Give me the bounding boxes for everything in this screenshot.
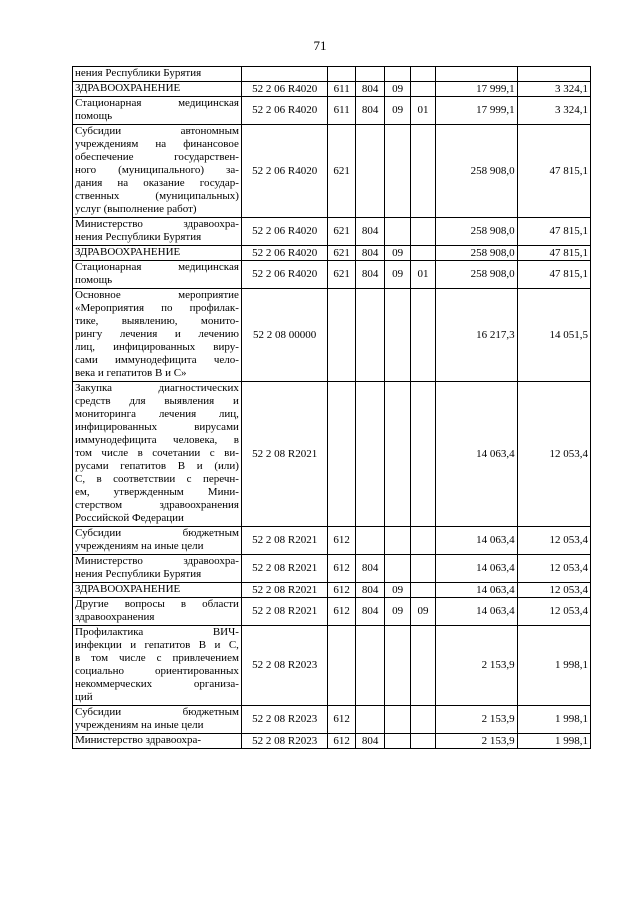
table-row [73,218,591,246]
item-name-cell [73,583,242,598]
table-row [73,261,591,289]
subsection-cell [410,289,435,382]
amount-total-cell: 16 217,3 [436,289,517,382]
expense-type-cell [328,382,355,527]
target-article-cell: 52 2 06 R4020 [241,261,328,289]
item-name-line: мониторинга лечения лиц, [75,408,239,420]
amount-federal-cell: 1 998,1 [517,626,590,706]
amount-total-cell: 17 999,1 [436,82,517,97]
target-article-cell: 52 2 06 R4020 [241,218,328,246]
amount-total-cell: 258 908,0 [436,261,517,289]
expense-type-cell: 612 [328,527,355,555]
ministry-code-cell: 804 [355,97,385,125]
table-row [73,734,591,749]
item-name-line: помощь [75,110,113,122]
ministry-code-cell [355,67,385,82]
section-cell: 09 [385,97,410,125]
amount-federal-cell: 12 053,4 [517,555,590,583]
item-name-line: стерством здравоохранения [75,499,239,511]
ministry-code-cell: 804 [355,598,385,626]
item-name-line: Стационарная медицинская [75,97,239,109]
item-name-line: некоммерческих организа- [75,678,239,690]
section-cell [385,706,410,734]
table-row [73,289,591,382]
item-name-cell [73,626,242,706]
item-name-line: нения Республики Бурятия [75,568,202,580]
table-row [73,706,591,734]
section-cell [385,527,410,555]
table-row [73,598,591,626]
item-name-line: Стационарная медицинская [75,261,239,273]
item-name-cell [73,555,242,583]
amount-federal-cell: 1 998,1 [517,706,590,734]
item-name-line: «Мероприятия по профилак- [75,302,239,314]
item-name-line: Другие вопросы в области [75,598,239,610]
amount-total-cell: 17 999,1 [436,97,517,125]
section-cell [385,218,410,246]
target-article-cell: 52 2 08 R2023 [241,734,328,749]
item-name-line: ЗДРАВООХРАНЕНИЕ [75,583,181,595]
item-name-line: С, в соответствии с перечн- [75,473,239,485]
table-row [73,382,591,527]
item-name-cell [73,67,242,82]
item-name-line: ЗДРАВООХРАНЕНИЕ [75,246,181,258]
subsection-cell [410,527,435,555]
amount-federal-cell: 12 053,4 [517,382,590,527]
table-row [73,583,591,598]
item-name-line: Субсидии бюджетным [75,527,239,539]
ministry-code-cell [355,125,385,218]
table-row [73,246,591,261]
target-article-cell: 52 2 08 R2021 [241,555,328,583]
expense-type-cell: 621 [328,261,355,289]
item-name-cell [73,527,242,555]
section-cell [385,125,410,218]
page-number: 71 [313,38,327,53]
section-cell: 09 [385,583,410,598]
amount-total-cell: 14 063,4 [436,583,517,598]
item-name-line: Министерство здравоохра- [75,218,239,230]
target-article-cell: 52 2 08 R2021 [241,583,328,598]
item-name-cell [73,382,242,527]
item-name-cell [73,289,242,382]
amount-total-cell: 258 908,0 [436,246,517,261]
ministry-code-cell: 804 [355,583,385,598]
ministry-code-cell: 804 [355,218,385,246]
ministry-code-cell: 804 [355,555,385,583]
subsection-cell: 01 [410,97,435,125]
item-name-line: русами гепатитов В и (или) [75,460,239,472]
amount-federal-cell: 12 053,4 [517,598,590,626]
section-cell [385,67,410,82]
item-name-line: нения Республики Бурятия [75,231,202,243]
target-article-cell: 52 2 08 R2023 [241,706,328,734]
amount-federal-cell: 3 324,1 [517,97,590,125]
subsection-cell [410,626,435,706]
amount-federal-cell: 12 053,4 [517,583,590,598]
expense-type-cell: 611 [328,82,355,97]
item-name-line: услуг (выполнение работ) [75,203,197,215]
expense-type-cell: 612 [328,734,355,749]
table-row [73,67,591,82]
target-article-cell: 52 2 08 R2021 [241,382,328,527]
item-name-line: Министерство здравоохра- [75,734,202,746]
item-name-cell [73,97,242,125]
target-article-cell: 52 2 08 R2023 [241,626,328,706]
item-name-line: Закупка диагностических [75,382,239,394]
subsection-cell [410,555,435,583]
ministry-code-cell: 804 [355,246,385,261]
section-cell [385,626,410,706]
table-row [73,97,591,125]
amount-total-cell: 258 908,0 [436,218,517,246]
table-row [73,626,591,706]
item-name-line: Министерство здравоохра- [75,555,239,567]
section-cell [385,382,410,527]
subsection-cell [410,583,435,598]
subsection-cell: 01 [410,261,435,289]
expense-type-cell [328,67,355,82]
expense-type-cell: 611 [328,97,355,125]
item-name-line: рингу лечения и лечению [75,328,239,340]
section-cell: 09 [385,246,410,261]
item-name-line: века и гепатитов В и С» [75,367,187,379]
table-row [73,125,591,218]
item-name-cell [73,734,242,749]
expense-type-cell [328,289,355,382]
section-cell [385,734,410,749]
ministry-code-cell [355,289,385,382]
amount-total-cell [436,67,517,82]
item-name-line: ем, утвержденным Мини- [75,486,239,498]
section-cell [385,555,410,583]
table-row [73,527,591,555]
amount-federal-cell: 14 051,5 [517,289,590,382]
item-name-line: Российской Федерации [75,512,184,524]
item-name-cell [73,125,242,218]
ministry-code-cell [355,382,385,527]
subsection-cell [410,67,435,82]
expense-type-cell: 612 [328,583,355,598]
amount-total-cell: 14 063,4 [436,555,517,583]
amount-federal-cell: 47 815,1 [517,261,590,289]
item-name-cell [73,261,242,289]
amount-federal-cell: 12 053,4 [517,527,590,555]
section-cell: 09 [385,82,410,97]
table-row [73,555,591,583]
ministry-code-cell [355,626,385,706]
subsection-cell [410,706,435,734]
target-article-cell: 52 2 08 00000 [241,289,328,382]
target-article-cell: 52 2 06 R4020 [241,246,328,261]
expense-type-cell: 621 [328,218,355,246]
item-name-line: ЗДРАВООХРАНЕНИЕ [75,82,181,94]
item-name-line: инфицированных вирусами [75,421,239,433]
table-row [73,82,591,97]
item-name-cell [73,218,242,246]
amount-federal-cell: 3 324,1 [517,82,590,97]
item-name-line: обеспечение государствен- [75,151,239,163]
ministry-code-cell [355,527,385,555]
amount-total-cell: 14 063,4 [436,527,517,555]
item-name-line: Субсидии автономным [75,125,239,137]
expense-type-cell: 612 [328,555,355,583]
amount-total-cell: 14 063,4 [436,598,517,626]
item-name-line: здравоохранения [75,611,155,623]
item-name-line: учреждениям на финансовое [75,138,239,150]
target-article-cell: 52 2 06 R4020 [241,82,328,97]
item-name-line: инфекции и гепатитов В и С, [75,639,239,651]
subsection-cell [410,734,435,749]
expense-type-cell: 621 [328,246,355,261]
item-name-cell [73,82,242,97]
subsection-cell [410,125,435,218]
item-name-cell [73,246,242,261]
amount-federal-cell: 47 815,1 [517,125,590,218]
expense-type-cell: 612 [328,706,355,734]
ministry-code-cell: 804 [355,261,385,289]
expense-type-cell: 621 [328,125,355,218]
section-cell: 09 [385,598,410,626]
item-name-line: ного (муниципального) за- [75,164,239,176]
item-name-line: том числе в сочетании с ви- [75,447,239,459]
item-name-line: Профилактика ВИЧ- [75,626,239,638]
section-cell: 09 [385,261,410,289]
item-name-line: иммунодефицита человека, в [75,434,239,446]
item-name-line: нения Республики Бурятия [75,67,202,79]
subsection-cell [410,382,435,527]
subsection-cell [410,82,435,97]
item-name-line: ций [75,691,93,703]
item-name-line: помощь [75,274,113,286]
item-name-line: Основное мероприятие [75,289,239,301]
budget-table [72,66,591,749]
ministry-code-cell: 804 [355,734,385,749]
subsection-cell [410,246,435,261]
item-name-line: лиц, инфицированных виру- [75,341,239,353]
section-cell [385,289,410,382]
item-name-line: сами иммунодефицита чело- [75,354,239,366]
amount-total-cell: 2 153,9 [436,734,517,749]
item-name-line: социально ориентированных [75,665,239,677]
amount-federal-cell: 47 815,1 [517,246,590,261]
budget-table-body [73,67,591,749]
ministry-code-cell [355,706,385,734]
expense-type-cell: 612 [328,598,355,626]
item-name-line: тике, выявлению, монито- [75,315,239,327]
item-name-cell [73,598,242,626]
amount-total-cell: 2 153,9 [436,626,517,706]
target-article-cell [241,67,328,82]
subsection-cell [410,218,435,246]
target-article-cell: 52 2 08 R2021 [241,598,328,626]
amount-federal-cell [517,67,590,82]
item-name-line: Субсидии бюджетным [75,706,239,718]
expense-type-cell [328,626,355,706]
item-name-line: средств для выявления и [75,395,239,407]
item-name-line: в том числе с привлечением [75,652,239,664]
item-name-line: учреждениям на иные цели [75,540,204,552]
ministry-code-cell: 804 [355,82,385,97]
item-name-line: учреждениям на иные цели [75,719,204,731]
amount-total-cell: 14 063,4 [436,382,517,527]
item-name-line: дания на оказание государ- [75,177,239,189]
item-name-cell [73,706,242,734]
target-article-cell: 52 2 06 R4020 [241,97,328,125]
item-name-line: ственных (муниципальных) [75,190,239,202]
target-article-cell: 52 2 06 R4020 [241,125,328,218]
amount-total-cell: 2 153,9 [436,706,517,734]
target-article-cell: 52 2 08 R2021 [241,527,328,555]
amount-total-cell: 258 908,0 [436,125,517,218]
amount-federal-cell: 1 998,1 [517,734,590,749]
subsection-cell: 09 [410,598,435,626]
amount-federal-cell: 47 815,1 [517,218,590,246]
